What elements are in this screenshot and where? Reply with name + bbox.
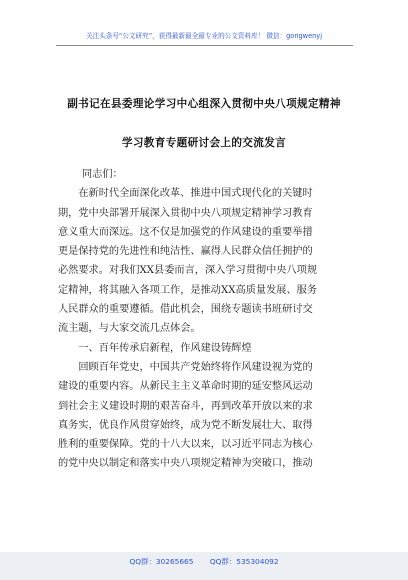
body-line: 人民群众的重要遵循。借此机会，围绕专题读书班研讨交	[58, 304, 313, 316]
document-title-line-1: 副书记在县委理论学习中心组深入贯彻中央八项规定精神	[67, 98, 341, 110]
footer-qq-group-1: QQ群：30265665	[129, 557, 194, 566]
body-line: 在新时代全面深化改革、推进中国式现代化的关键时	[58, 188, 313, 200]
body-line: 真务实，优良作风贯穿始终，成为党不断发展壮大、取得	[58, 419, 313, 431]
body-line: 定精神，将其融入各项工作，是推动XX高质量发展、服务	[58, 284, 318, 296]
body-line: 期，党中央部署开展深入贯彻中央八项规定精神学习教育	[58, 207, 313, 219]
body-line: 胜利的重要保障。党的十八大以来，以习近平同志为核心	[58, 439, 313, 451]
document-title-line-2: 学习教育专题研讨会上的交流发言	[121, 137, 287, 149]
header-banner: 关注头条号“公文研究”，获得最新最全最专业的公文资料库！ 微信：gongwenyj	[85, 32, 323, 40]
header-divider	[56, 45, 353, 46]
body-line: 更是保持党的先进性和纯洁性、赢得人民群众信任拥护的	[58, 246, 313, 258]
body-line: 意义重大而深远。这不仅是加强党的作风建设的重要举措	[58, 226, 313, 238]
section-heading: 一、百年传承启新程，作风建设铸辉煌	[58, 342, 252, 354]
body-line: 到社会主义建设时期的艰苦奋斗，再到改革开放以来的求	[58, 400, 313, 412]
document-body	[58, 165, 352, 474]
body-line: 流主题，与大家交流几点体会。	[58, 323, 201, 335]
salutation: 同志们：	[82, 169, 123, 180]
body-line: 必然要求。对我们XX县委而言，深入学习贯彻中央八项规	[58, 265, 318, 277]
body-line: 建设的重要内容。从新民主主义革命时期的延安整风运动	[58, 381, 313, 393]
body-line: 回顾百年党史，中国共产党始终将作风建设视为党的	[58, 361, 313, 373]
footer-contact	[0, 556, 408, 567]
footer-qq-group-2: QQ群：535304092	[209, 557, 279, 566]
body-line: 的党中央以制定和落实中央八项规定精神为突破口，推动	[58, 458, 313, 470]
